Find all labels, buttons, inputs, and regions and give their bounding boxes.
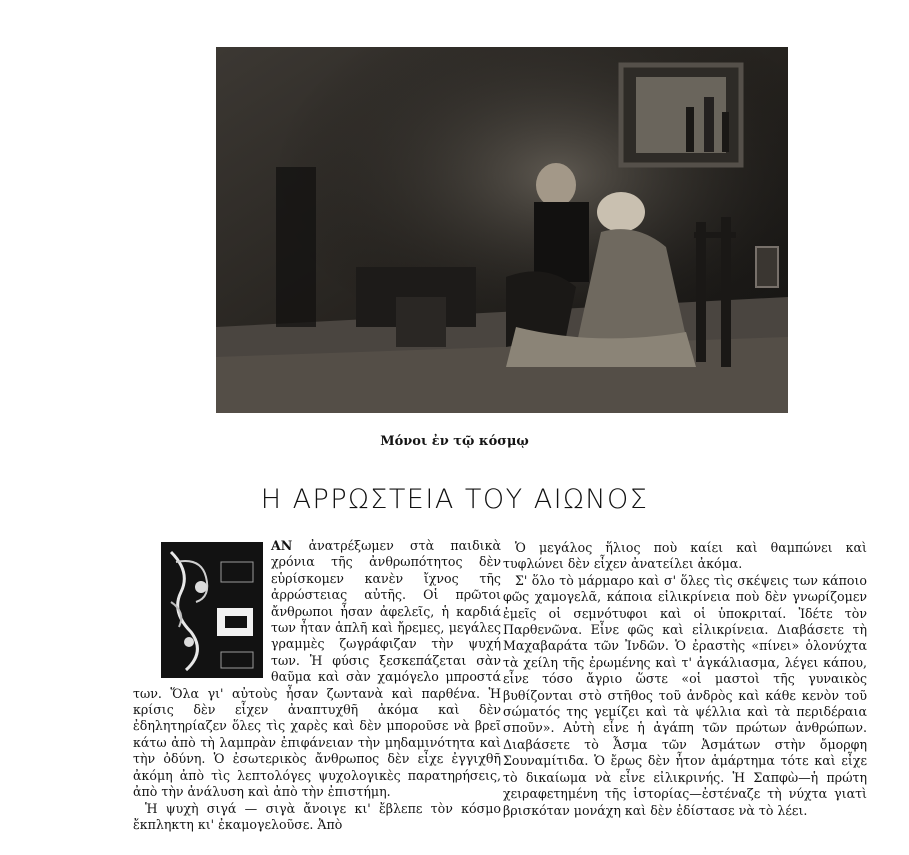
image-caption: Μόνοι ἐν τῷ κόσμῳ bbox=[380, 434, 529, 449]
opening-word: ΑΝ bbox=[271, 538, 293, 553]
article-column-left bbox=[133, 538, 501, 833]
engraving-photo bbox=[216, 47, 788, 413]
left-paragraph-2: Ἡ ψυχὴ σιγά — σιγὰ ἄνοιγε κι' ἔβλεπε τὸν κόσμο ἔκπληκτη κι' ἐκαμογελοῦσε. Ἀπὸ bbox=[133, 800, 501, 832]
article-title: Η ΑΡΡΩΣΤΕΙΑ ΤΟΥ ΑΙΩΝΟΣ bbox=[260, 484, 649, 515]
photo-illustration bbox=[216, 47, 788, 413]
right-paragraph-1: Ὁ μεγάλος ἥλιος ποὺ καίει καὶ θαμπώνει καὶ τυφλώνει δὲν εἶχεν ἀνατείλει ἀκόμα. bbox=[503, 540, 867, 572]
dropcap-ornament-icon bbox=[161, 542, 263, 678]
right-paragraph-2: Σ' ὅλο τὸ μάρμαρο καὶ σ' ὅλες τὶς σκέψεις των κάποιο φῶς χαμογελᾶ, κάποια εἰλικρίνεια ποὺ δὲν γνωρίζομεν ἐμεῖς οἱ σεμνότυφοι καὶ οἱ ὑποκριταί. Ἰδέτε τὸν Παρθενῶνα. Εἶνε φῶς καὶ εἰλικρίνεια. Διαβάσετε τὴ Μαχαβαράτα τῶν Ἰνδῶν. Ὁ ἐραστὴς «πίνει» ὁλονύχτα τὰ χείλη τῆς ἐρωμένης καὶ τ' ἀγκάλιασμα, λέγει κάπου, εἶνε τόσο ἄγριο ὥστε «οἱ μαστοὶ τῆς γυναικὸς βυθίζονται στὸ στῆθος τοῦ ἀνδρὸς καὶ κάθε κενὸν τοῦ σώματός της γεμίζει καὶ τὰ ψέλλια καὶ τὰ περιδέραια σποῦν». Αὐτὴ εἶνε ἡ ἀγάπη τῶν πρώτων ἀνθρώπων. Διαβάσετε τὸ Ἆσμα τῶν Ἀσμάτων στὴν ὄμορφη Σουναμίτιδα. Ὁ ἔρως δὲν ἦτον ἁμάρτημα τότε καὶ εἶχε τὸ δικαίωμα νὰ εἶνε εἰλικρινής. Ἡ Σαπφὼ—ἡ πρώτη χειραφετημένη τῆς ἱστορίας—ἐστέναζε τὴ νύχτα γιατὶ βρισκόταν μονάχη καὶ δὲν ἐδίστασε νὰ τὸ λέει. bbox=[503, 572, 867, 818]
left-paragraph-1: ἀνατρέξωμεν στὰ παιδικὰ χρόνια τῆς ἀνθρωπότητος δὲν εὑρίσκομεν κανὲν ἴχνος τῆς ἀρρώστειας αὐτῆς. Οἱ πρῶτοι ἄνθρωποι ἦσαν ἀφελεῖς, ἡ καρδιά των ἦταν ἁπλῆ καὶ ἤρεμες, μεγάλες γραμμὲς ζωγράφιζαν τὴν ψυχή των. Ἡ φύσις ξεσκεπάζεται σὰν θαῦμα καὶ σὰν χαμόγελο μπροστά των. Ὅλα γι' αὐτοὺς ἦσαν ζωντανὰ καὶ παρθένα. Ἡ κρίσις δὲν εἶχεν ἀναπτυχθῆ ἀκόμα καὶ δὲν ἐδηλητηρίαζεν ὅλες τὶς χαρὲς καὶ δὲν μποροῦσε νὰ βρεῖ κάτω ἀπὸ τὴ λαμπρὰν ἐπιφάνειαν τὴν μηδαμινότητα καὶ τὴν ὀδύνη. Ὁ ἐσωτερικὸς ἄνθρωπος δὲν εἶχε ἐγγιχθῆ ἀκόμη ἀπὸ τὶς λεπτολόγες ψυχολογικὲς παρατηρήσεις, ἀπὸ τὴν ἀνάλυση καὶ ἀπὸ τὴν ἐπιστήμη. bbox=[133, 538, 501, 800]
ornamental-dropcap bbox=[161, 542, 263, 678]
article-column-right bbox=[503, 540, 867, 819]
